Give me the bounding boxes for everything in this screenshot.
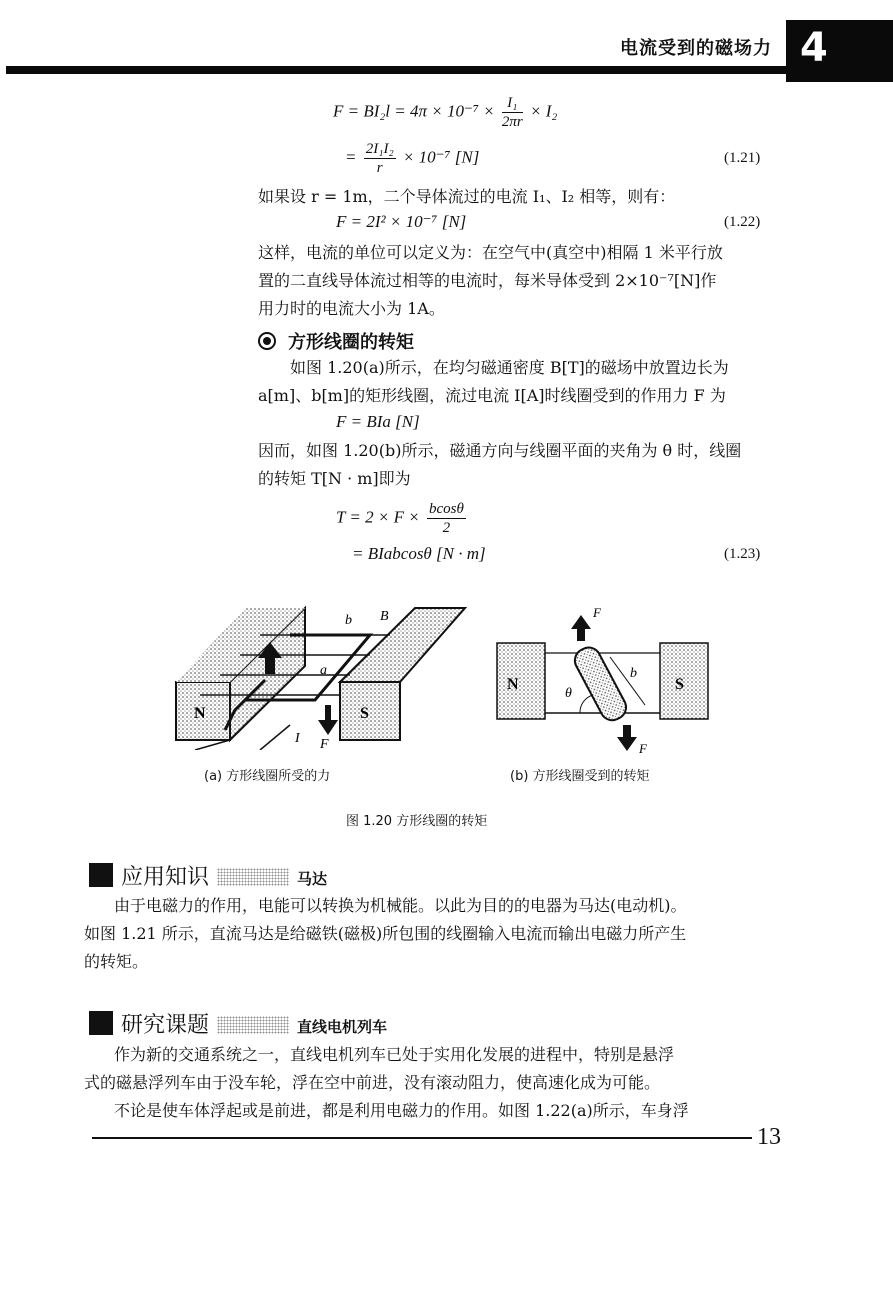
equation-1-21-line2 [345, 140, 479, 177]
paragraph-line: 置的二直线导体流过相等的电流时，每米导体受到 2×10⁻⁷[N]作 [258, 271, 717, 290]
svg-text:F: F [639, 741, 647, 755]
equation-1-22: F = 2I² × 10⁻⁷ [N] [336, 212, 467, 231]
paragraph-line: 用力时的电流大小为 1A。 [258, 299, 445, 318]
label-south: S [360, 705, 369, 722]
equation-number: (1.21) [724, 150, 761, 166]
bullet-circle-icon [258, 332, 276, 350]
chapter-number: 4 [800, 25, 828, 71]
section-heading [258, 328, 414, 354]
equation-number: (1.23) [724, 546, 761, 562]
paragraph-line: 式的磁悬浮列车由于没车轮，浮在空中前进，没有滚动阻力，使高速化成为可能。 [84, 1073, 661, 1092]
paragraph-line: 由于电磁力的作用，电能可以转换为机械能。以此为目的的电器为马达(电动机)。 [114, 896, 687, 915]
eq-text: × 10⁻⁷ [N] [402, 147, 480, 167]
equation-1-23-line1 [336, 500, 469, 537]
paragraph-line: 如果设 r = 1m，二个导体流过的电流 I₁、I₂ 相等，则有： [258, 187, 676, 206]
header-rule [6, 66, 796, 74]
paragraph-line: 作为新的交通系统之一，直线电机列车已处于实用化发展的进程中，特别是悬浮 [114, 1045, 675, 1064]
svg-text:F: F [320, 737, 329, 750]
section-title: 方形线圈的转矩 [288, 332, 414, 353]
black-square-icon [89, 1011, 113, 1035]
paragraph-line: 的转矩 T[N · m]即为 [258, 469, 411, 488]
fraction-numerator: I₁ [502, 94, 523, 113]
figure-b-diagram [495, 605, 710, 755]
research-topic-heading [89, 1008, 387, 1039]
paragraph-line: 不论是使车体浮起或是前进，都是利用电磁力的作用。如图 1.22(a)所示，车身浮 [114, 1101, 689, 1120]
paragraph-line: 因而，如图 1.20(b)所示，磁通方向与线圈平面的夹角为 θ 时，线圈 [258, 441, 742, 460]
svg-text:S: S [675, 676, 684, 693]
figure-b-caption: (b) 方形线圈受到的转矩 [510, 769, 650, 784]
equation-1-23-line2: = BIabcosθ [N · m] [352, 544, 486, 563]
dither-pattern-icon [217, 1016, 289, 1034]
figure-a-diagram [170, 600, 470, 750]
fraction-numerator: 2I₁I₂ [365, 141, 394, 157]
fraction [502, 94, 523, 131]
label-north: N [194, 705, 206, 722]
svg-text:b: b [630, 666, 637, 681]
applied-knowledge-heading [89, 860, 327, 891]
running-title: 电流受到的磁场力 [620, 38, 772, 59]
fraction [427, 500, 466, 537]
equation-1-21-line1 [333, 94, 557, 131]
figure-a-caption: (a) 方形线圈所受的力 [204, 769, 331, 784]
chapter-number-badge [786, 20, 893, 82]
svg-text:B: B [380, 609, 389, 624]
svg-text:θ: θ [565, 686, 572, 701]
equation-force: F = BIa [N] [336, 412, 420, 431]
figure-main-caption: 图 1.20 方形线圈的转矩 [346, 814, 488, 829]
fraction-denominator: r [376, 160, 383, 176]
eq-text: = [345, 147, 357, 167]
page-number: 13 [757, 1124, 781, 1150]
topic-text: 马达 [297, 870, 328, 888]
footer-rule [92, 1137, 752, 1139]
fraction [364, 140, 396, 177]
paragraph-line: 如图 1.20(a)所示，在均匀磁通密度 B[T]的磁场中放置边长为 [290, 358, 729, 377]
black-square-icon [89, 863, 113, 887]
equation-number: (1.22) [724, 214, 761, 230]
heading-text: 研究课题 [121, 1013, 210, 1038]
fraction-denominator: 2 [442, 520, 451, 536]
paragraph-line: 的转矩。 [84, 952, 149, 971]
fraction-denominator: 2πr [501, 114, 523, 130]
paragraph-line: 如图 1.21 所示，直流马达是给磁铁(磁极)所包围的线圈输入电流而输出电磁力所产生 [84, 924, 687, 943]
svg-text:I: I [295, 731, 300, 746]
eq-text: T = 2 × F × [336, 507, 420, 527]
fraction-numerator: bcosθ [428, 501, 464, 517]
topic-text: 直线电机列车 [297, 1018, 388, 1036]
paragraph-line: 这样，电流的单位可以定义为：在空气中(真空中)相隔 1 米平行放 [258, 243, 723, 262]
svg-text:F: F [593, 605, 601, 620]
svg-text:a: a [320, 663, 327, 678]
heading-text: 应用知识 [121, 865, 210, 890]
eq-text: F = BI₂l = 4π × 10⁻⁷ × [333, 101, 495, 121]
svg-text:N: N [507, 676, 519, 693]
svg-text:b: b [345, 613, 352, 628]
eq-text: × I₂ [529, 101, 558, 121]
dither-pattern-icon [217, 868, 289, 886]
paragraph-line: a[m]、b[m]的矩形线圈，流过电流 I[A]时线圈受到的作用力 F 为 [258, 386, 726, 405]
